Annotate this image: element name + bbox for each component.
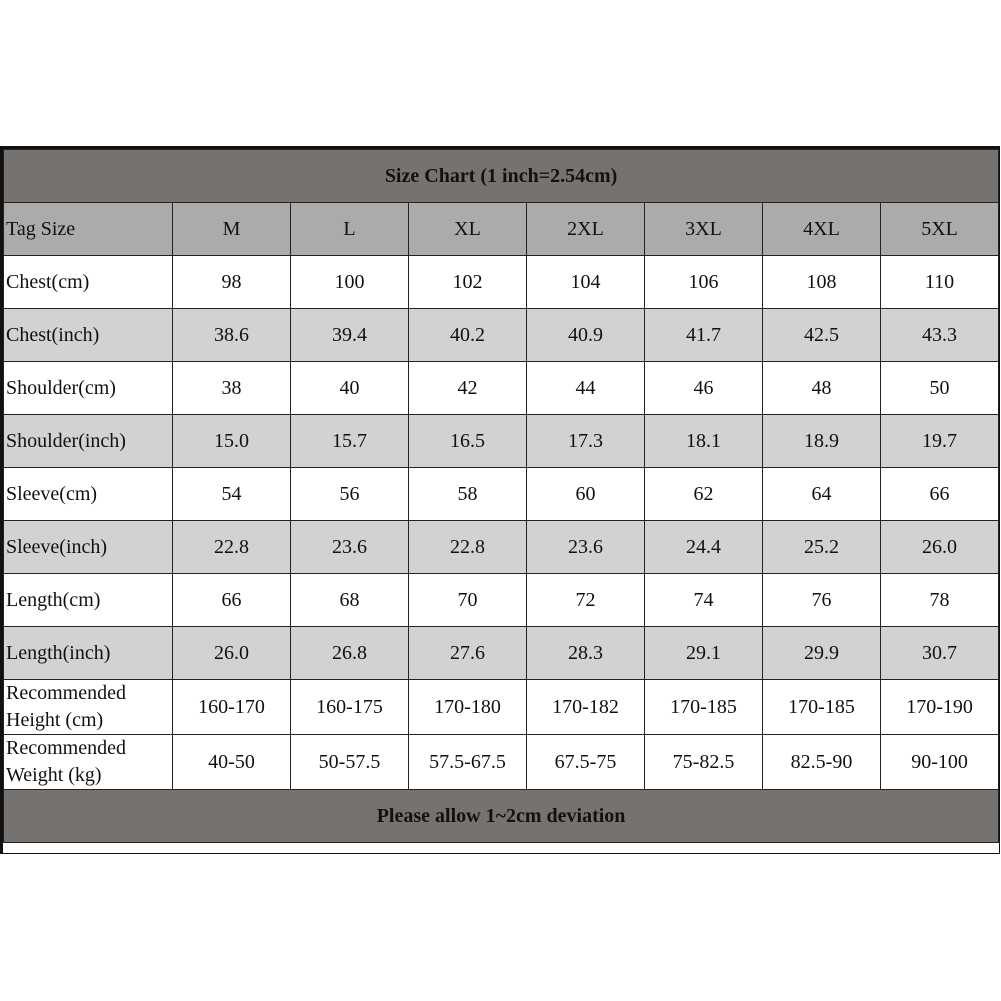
size-header: 3XL (645, 203, 763, 256)
size-header: M (173, 203, 291, 256)
cell: 102 (409, 256, 527, 309)
cell: 56 (291, 468, 409, 521)
cell: 170-182 (527, 680, 645, 735)
cell: 50-57.5 (291, 735, 409, 790)
cell: 22.8 (409, 521, 527, 574)
cell: 50 (881, 362, 999, 415)
cell: 17.3 (527, 415, 645, 468)
cell: 106 (645, 256, 763, 309)
cell: 104 (527, 256, 645, 309)
table-row-shoulder-cm (4, 362, 999, 415)
table-row-chest-cm (4, 256, 999, 309)
cell: 58 (409, 468, 527, 521)
cell: 24.4 (645, 521, 763, 574)
cell: 22.8 (173, 521, 291, 574)
header-row (4, 203, 999, 256)
cell: 27.6 (409, 627, 527, 680)
cell: 19.7 (881, 415, 999, 468)
cell: 26.8 (291, 627, 409, 680)
cell: 23.6 (291, 521, 409, 574)
row-label: Sleeve(inch) (4, 521, 173, 574)
cell: 43.3 (881, 309, 999, 362)
cell: 160-170 (173, 680, 291, 735)
row-label-line1: Recommended (6, 682, 126, 704)
cell: 28.3 (527, 627, 645, 680)
cell: 25.2 (763, 521, 881, 574)
row-label: Length(cm) (4, 574, 173, 627)
footer-row (4, 790, 999, 843)
cell: 75-82.5 (645, 735, 763, 790)
cell: 72 (527, 574, 645, 627)
row-label-line1: Recommended (6, 737, 126, 759)
cell: 78 (881, 574, 999, 627)
cell: 66 (881, 468, 999, 521)
size-header: 2XL (527, 203, 645, 256)
cell: 38 (173, 362, 291, 415)
cell: 170-190 (881, 680, 999, 735)
cell: 74 (645, 574, 763, 627)
cell: 66 (173, 574, 291, 627)
cell: 110 (881, 256, 999, 309)
cell: 76 (763, 574, 881, 627)
cell: 64 (763, 468, 881, 521)
cell: 46 (645, 362, 763, 415)
table-row-chest-inch (4, 309, 999, 362)
table-row-recommended-weight (4, 735, 999, 790)
row-label-line2: Height (cm) (6, 709, 104, 731)
cell: 30.7 (881, 627, 999, 680)
cell: 100 (291, 256, 409, 309)
table-row-length-inch (4, 627, 999, 680)
cell: 67.5-75 (527, 735, 645, 790)
cell: 68 (291, 574, 409, 627)
size-header: 4XL (763, 203, 881, 256)
row-label-line2: Weight (kg) (6, 764, 102, 786)
cell: 26.0 (881, 521, 999, 574)
cell: 15.7 (291, 415, 409, 468)
cell: 160-175 (291, 680, 409, 735)
cell: 18.9 (763, 415, 881, 468)
deviation-note: Please allow 1~2cm deviation (4, 790, 999, 843)
cell: 90-100 (881, 735, 999, 790)
cell: 48 (763, 362, 881, 415)
cell: 98 (173, 256, 291, 309)
chart-title: Size Chart (1 inch=2.54cm) (4, 150, 999, 203)
cell: 170-185 (763, 680, 881, 735)
cell: 18.1 (645, 415, 763, 468)
table-row-recommended-height (4, 680, 999, 735)
cell: 42 (409, 362, 527, 415)
table-row-sleeve-cm (4, 468, 999, 521)
row-label: Chest(inch) (4, 309, 173, 362)
cell: 41.7 (645, 309, 763, 362)
cell: 39.4 (291, 309, 409, 362)
cell: 170-185 (645, 680, 763, 735)
cell: 38.6 (173, 309, 291, 362)
cell: 40.2 (409, 309, 527, 362)
title-row (4, 150, 999, 203)
cell: 82.5-90 (763, 735, 881, 790)
cell: 60 (527, 468, 645, 521)
size-header: 5XL (881, 203, 999, 256)
size-header: XL (409, 203, 527, 256)
row-label (4, 735, 173, 790)
cell: 170-180 (409, 680, 527, 735)
size-header: L (291, 203, 409, 256)
cell: 42.5 (763, 309, 881, 362)
cell: 108 (763, 256, 881, 309)
row-label: Length(inch) (4, 627, 173, 680)
cell: 44 (527, 362, 645, 415)
row-label: Chest(cm) (4, 256, 173, 309)
cell: 40.9 (527, 309, 645, 362)
cell: 29.1 (645, 627, 763, 680)
cell: 23.6 (527, 521, 645, 574)
table-row-sleeve-inch (4, 521, 999, 574)
cell: 29.9 (763, 627, 881, 680)
cell: 40-50 (173, 735, 291, 790)
row-label (4, 680, 173, 735)
cell: 62 (645, 468, 763, 521)
cell: 57.5-67.5 (409, 735, 527, 790)
size-chart-table (3, 149, 999, 843)
tag-size-label: Tag Size (4, 203, 173, 256)
row-label: Sleeve(cm) (4, 468, 173, 521)
cell: 70 (409, 574, 527, 627)
table-row-shoulder-inch (4, 415, 999, 468)
row-label: Shoulder(cm) (4, 362, 173, 415)
row-label: Shoulder(inch) (4, 415, 173, 468)
cell: 26.0 (173, 627, 291, 680)
cell: 54 (173, 468, 291, 521)
cell: 16.5 (409, 415, 527, 468)
table-row-length-cm (4, 574, 999, 627)
cell: 40 (291, 362, 409, 415)
cell: 15.0 (173, 415, 291, 468)
